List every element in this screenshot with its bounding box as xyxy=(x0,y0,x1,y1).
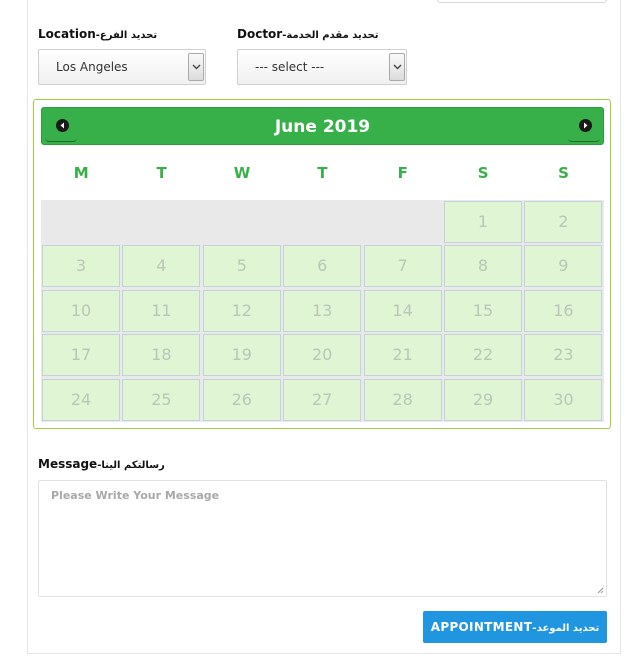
doctor-label-en: Doctor xyxy=(237,27,283,41)
calendar-day[interactable]: 18 xyxy=(122,334,200,376)
location-select-value: Los Angeles xyxy=(56,60,128,74)
doctor-dropdown-button[interactable] xyxy=(389,53,405,81)
calendar-day[interactable]: 30 xyxy=(524,379,602,421)
calendar-day[interactable]: 27 xyxy=(283,379,361,421)
calendar-day[interactable]: 1 xyxy=(444,201,522,243)
calendar-day-grid xyxy=(41,200,604,422)
next-month-button[interactable] xyxy=(568,114,600,142)
calendar-day[interactable]: 11 xyxy=(122,290,200,332)
calendar-day[interactable]: 23 xyxy=(524,334,602,376)
calendar-day[interactable]: 9 xyxy=(524,245,602,287)
weekday-wednesday: W xyxy=(233,164,251,182)
doctor-select[interactable] xyxy=(237,49,407,85)
message-label xyxy=(38,457,165,471)
calendar-header xyxy=(41,107,604,145)
calendar-day[interactable]: 13 xyxy=(283,290,361,332)
calendar-day[interactable]: 3 xyxy=(42,245,120,287)
doctor-select-value: --- select --- xyxy=(255,60,325,74)
calendar-day[interactable]: 16 xyxy=(524,290,602,332)
calendar-day[interactable]: 20 xyxy=(283,334,361,376)
calendar-day[interactable]: 28 xyxy=(364,379,442,421)
message-label-ar: -رسالتكم الينا xyxy=(97,460,165,471)
calendar-day[interactable]: 6 xyxy=(283,245,361,287)
location-label-en: Location xyxy=(38,27,96,41)
location-select[interactable] xyxy=(38,49,206,85)
weekday-sunday: S xyxy=(558,164,569,182)
calendar-day[interactable]: 10 xyxy=(42,290,120,332)
location-label xyxy=(38,27,157,41)
weekday-monday: M xyxy=(73,164,89,182)
weekday-saturday: S xyxy=(477,164,489,182)
calendar-day[interactable]: 5 xyxy=(203,245,281,287)
message-placeholder: Please Write Your Message xyxy=(51,489,220,502)
appointment-button[interactable] xyxy=(423,611,607,643)
calendar-day[interactable]: 25 xyxy=(122,379,200,421)
calendar-day[interactable]: 22 xyxy=(444,334,522,376)
message-textarea[interactable] xyxy=(38,480,607,597)
calendar-day[interactable]: 21 xyxy=(364,334,442,376)
location-label-ar: -تحديد الفرع xyxy=(95,30,158,41)
weekday-row xyxy=(41,164,604,186)
calendar-day[interactable]: 19 xyxy=(203,334,281,376)
calendar-day[interactable]: 26 xyxy=(203,379,281,421)
weekday-tuesday: T xyxy=(156,164,167,182)
calendar-day[interactable]: 8 xyxy=(444,245,522,287)
calendar-day[interactable]: 29 xyxy=(444,379,522,421)
doctor-label-ar: -تحديد مقدم الخدمة xyxy=(282,30,379,41)
calendar-day[interactable]: 4 xyxy=(122,245,200,287)
message-label-en: Message xyxy=(38,457,98,471)
calendar-day[interactable]: 12 xyxy=(203,290,281,332)
resize-handle-icon[interactable] xyxy=(597,587,604,594)
appointment-button-label-en: APPOINTMENT xyxy=(430,620,533,634)
arrow-right-circle-icon xyxy=(579,119,592,132)
calendar-day[interactable]: 15 xyxy=(444,290,522,332)
calendar-title: June 2019 xyxy=(274,117,371,137)
calendar xyxy=(33,99,611,429)
chevron-down-icon xyxy=(192,64,201,70)
weekday-thursday: T xyxy=(317,164,328,182)
calendar-day[interactable]: 14 xyxy=(364,290,442,332)
location-dropdown-button[interactable] xyxy=(188,53,204,81)
top-field-edge xyxy=(437,0,607,3)
calendar-day[interactable]: 17 xyxy=(42,334,120,376)
chevron-down-icon xyxy=(393,64,402,70)
doctor-label xyxy=(237,27,379,41)
calendar-day[interactable]: 24 xyxy=(42,379,120,421)
calendar-day[interactable]: 2 xyxy=(524,201,602,243)
calendar-day[interactable]: 7 xyxy=(364,245,442,287)
appointment-button-label-ar: -تحديد الموعد xyxy=(532,623,600,634)
weekday-friday: F xyxy=(397,164,408,182)
